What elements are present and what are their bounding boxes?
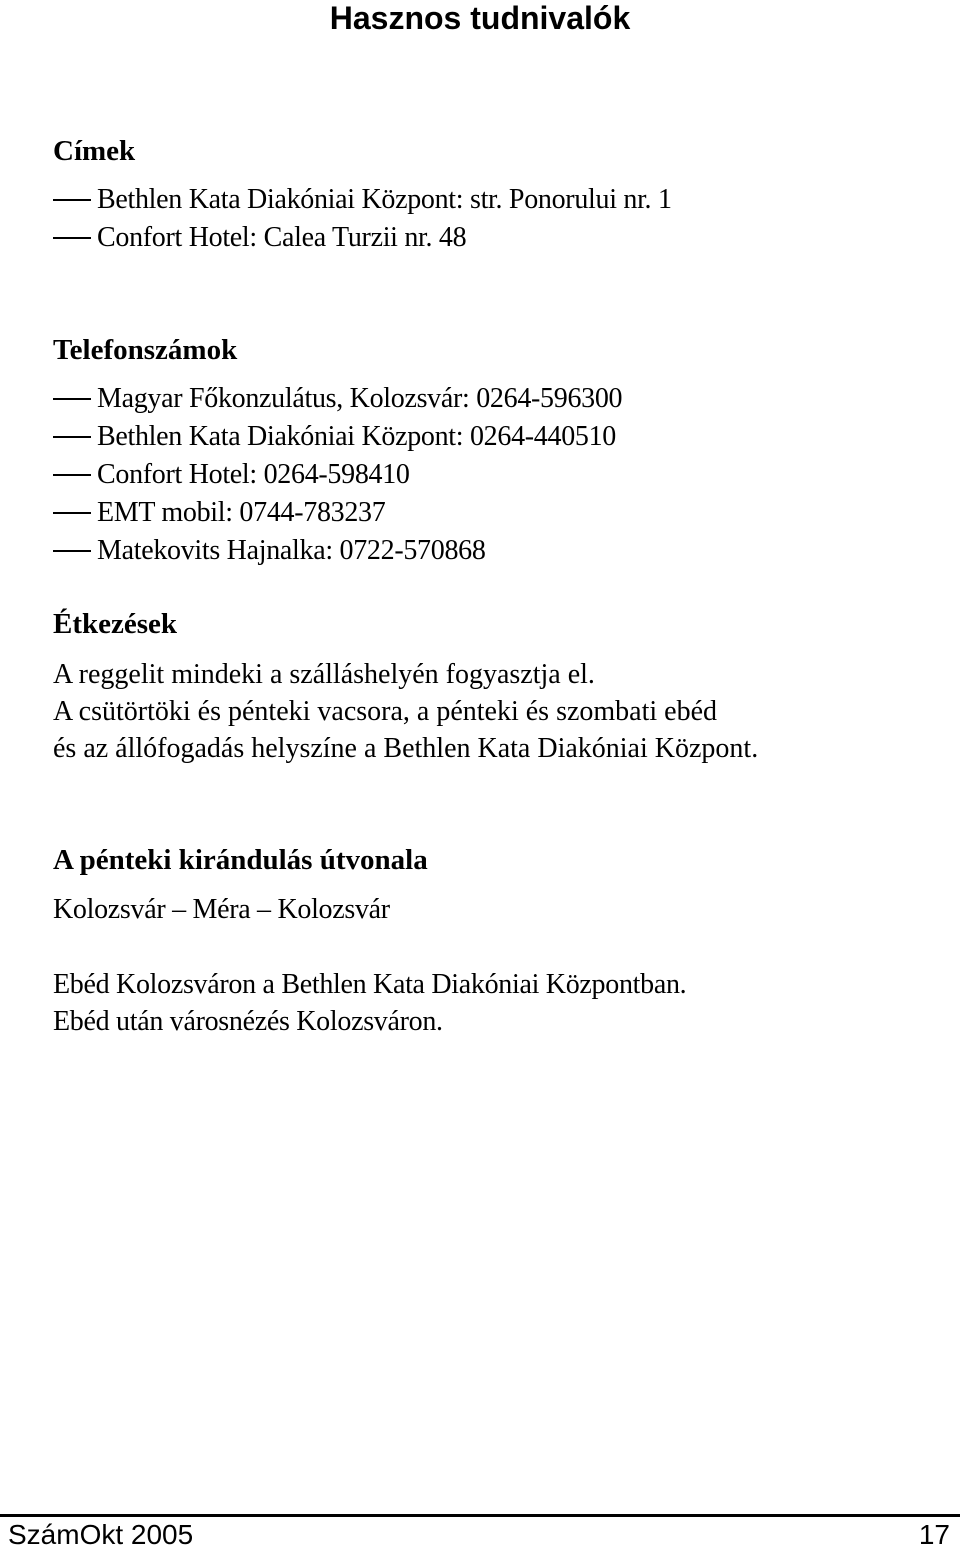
phone-item: Confort Hotel: 0264-598410	[53, 458, 97, 492]
dash-bullet	[53, 512, 91, 514]
address-item: Bethlen Kata Diakóniai Központ: str. Ponorului nr. 1	[53, 183, 97, 217]
meals-line: és az állófogadás helyszíne a Bethlen Kata Diakóniai Központ.	[53, 733, 759, 764]
page-number: 17	[918, 1519, 950, 1550]
excursion-line: Ebéd Kolozsváron a Bethlen Kata Diakóniai Központban.	[53, 969, 687, 1000]
phone-item: Bethlen Kata Diakóniai Központ: 0264-440510	[53, 420, 97, 454]
phones-heading: Telefonszámok	[53, 334, 238, 366]
dash-bullet	[53, 199, 91, 201]
dash-bullet	[53, 436, 91, 438]
excursion-line: Ebéd után városnézés Kolozsváron.	[53, 1006, 443, 1037]
meals-line: A reggelit mindeki a szálláshelyén fogyasztja el.	[53, 659, 595, 690]
excursion-heading: A pénteki kirándulás útvonala	[53, 844, 428, 876]
dash-bullet	[53, 474, 91, 476]
phone-item: EMT mobil: 0744-783237	[53, 496, 97, 530]
meals-line: A csütörtöki és pénteki vacsora, a pénteki és szombati ebéd	[53, 696, 718, 727]
dash-bullet	[53, 398, 91, 400]
footer-left: SzámOkt 2005	[8, 1519, 194, 1550]
address-item: Confort Hotel: Calea Turzii nr. 48	[53, 221, 97, 255]
excursion-route: Kolozsvár – Méra – Kolozsvár	[53, 894, 390, 925]
phone-item: Matekovits Hajnalka: 0722-570868	[53, 534, 97, 568]
dash-bullet	[53, 237, 91, 239]
meals-heading: Étkezések	[53, 608, 178, 640]
phone-item: Magyar Főkonzulátus, Kolozsvár: 0264-596300	[53, 382, 97, 416]
page-title: Hasznos tudnivalók	[329, 0, 631, 36]
dash-bullet	[53, 550, 91, 552]
addresses-heading: Címek	[53, 135, 136, 167]
